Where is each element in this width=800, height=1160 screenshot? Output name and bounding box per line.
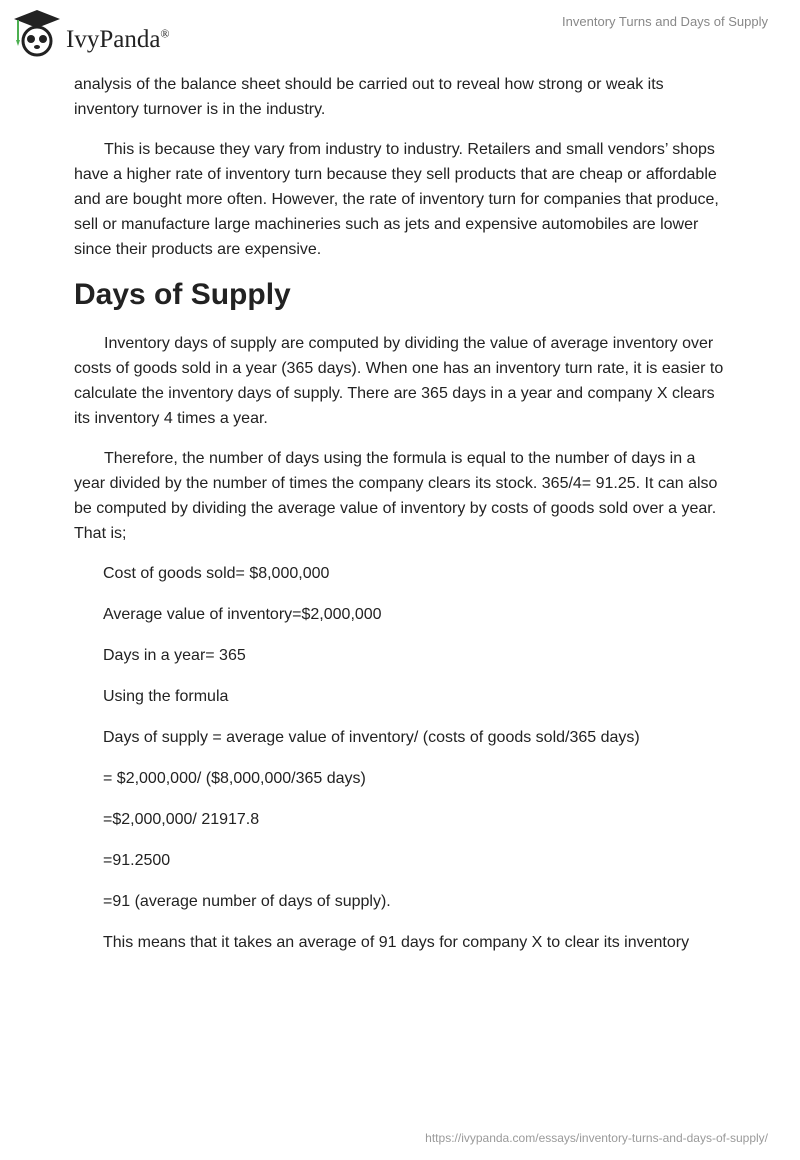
document-title: Inventory Turns and Days of Supply — [562, 14, 768, 29]
ivypanda-logo[interactable] — [12, 8, 170, 58]
calculation-line: Using the formula — [103, 688, 229, 705]
panda-graduate-icon — [12, 8, 62, 58]
paragraph: Inventory days of supply are computed by dividing the value of average inventory over costs of goods sold in a year (365 days). When one has an inventory turn rate, it is easier to calculate the inventory days of supply. There are 365 days in a year and company X clears its inventory 4 times a year. — [74, 335, 724, 427]
section-heading: Days of Supply — [74, 278, 291, 311]
calculation-line: = $2,000,000/ ($8,000,000/365 days) — [103, 770, 366, 787]
calculation-line: =$2,000,000/ 21917.8 — [103, 811, 260, 828]
calculation-line: =91.2500 — [103, 852, 171, 869]
essay-content — [74, 72, 730, 971]
paragraph: Therefore, the number of days using the formula is equal to the number of days in a year divided by the number of times the company clears its stock. 365/4= 91.25. It can also be computed by dividing the average value of inventory by costs of goods sold over a year. That is; — [74, 450, 718, 542]
paragraph: analysis of the balance sheet should be carried out to reveal how strong or weak its inventory turnover is in the industry. — [74, 76, 664, 118]
calculation-line: Average value of inventory=$2,000,000 — [103, 606, 382, 623]
brand-name: IvyPanda — [66, 26, 161, 53]
conclusion-line: This means that it takes an average of 91 days for company X to clear its inventory — [103, 934, 690, 951]
calculation-line: Days in a year= 365 — [103, 647, 246, 664]
calculation-line: =91 (average number of days of supply). — [103, 893, 391, 910]
calculation-line: Cost of goods sold= $8,000,000 — [103, 565, 330, 582]
calculation-line: Days of supply = average value of inventory/ (costs of goods sold/365 days) — [103, 729, 640, 746]
paragraph: This is because they vary from industry to industry. Retailers and small vendors’ shops have a higher rate of inventory turn because they sell products that are cheap or affordable and are bought more often. However, the rate of inventory turn for companies that produce, sell or manufacture large machineries such as jets and expensive automobiles are lower since their products are expensive. — [74, 141, 719, 258]
source-url-link[interactable]: https://ivypanda.com/essays/inventory-turns-and-days-of-supply/ — [425, 1131, 768, 1145]
registered-mark: ® — [160, 26, 170, 41]
